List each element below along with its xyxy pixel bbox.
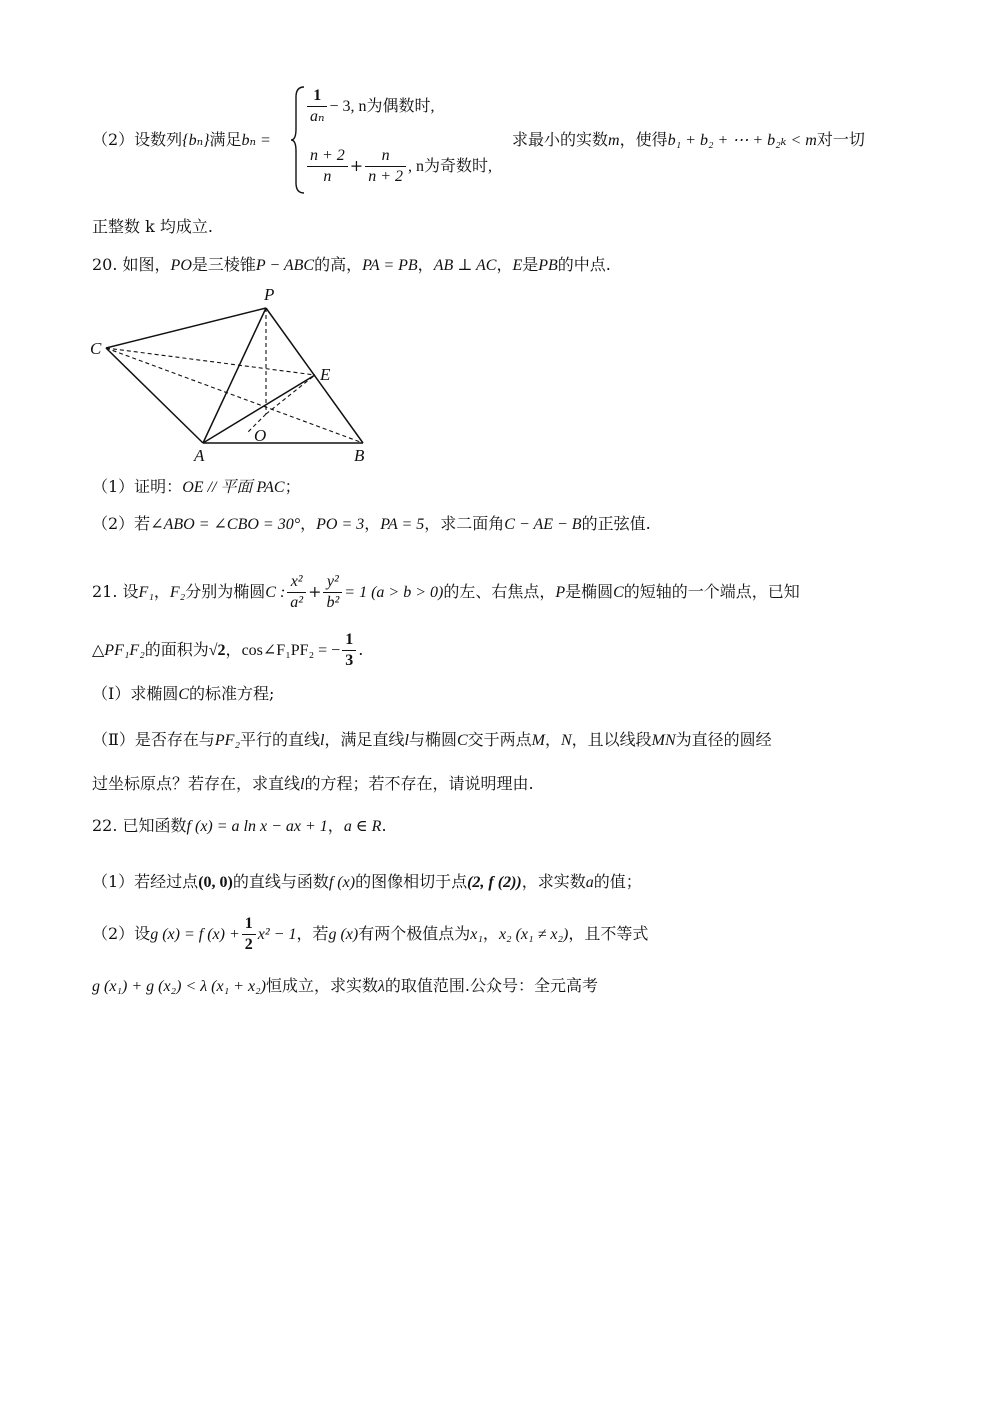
q19-bn-eq: bₙ =	[241, 132, 271, 149]
q20-pabc: P − ABC	[255, 257, 315, 274]
q19-ask	[512, 129, 865, 152]
edge-ca	[106, 348, 203, 443]
q19-case2-den2: n + 2	[368, 168, 403, 185]
dashed-cb	[106, 348, 363, 443]
q20-stem-c: 的高，	[314, 255, 363, 274]
q21-cos-expr: cos∠F₁PF₂ = −	[241, 642, 341, 659]
q22-part1-a: （1）若经过点	[92, 872, 199, 891]
q22-fx: f (x)	[328, 874, 356, 891]
q19-case2-num1: n + 2	[307, 146, 348, 167]
q22-gx: g (x)	[328, 926, 359, 943]
q19-satisfies: 满足	[209, 130, 242, 149]
q21-part2-g: 为直径的圆经	[675, 730, 772, 749]
q21-frac-x	[287, 572, 306, 613]
q22-line2-b: 的取值范围.	[384, 976, 470, 995]
q21-part1-text: （Ⅰ）求椭圆	[92, 684, 179, 703]
label-e: E	[320, 365, 331, 384]
q19-case1-num: 1	[307, 86, 327, 107]
q22-stem	[92, 815, 387, 838]
q19-case2-tail: , n为奇数时,	[408, 158, 493, 175]
q19-case1	[305, 86, 435, 127]
piecewise-brace-icon	[290, 85, 306, 199]
q19-seq-b: {bₙ}	[182, 132, 210, 149]
q21-part1-suffix: 的标准方程;	[189, 684, 275, 703]
q22-line2	[92, 975, 598, 998]
q22-half-num: 1	[242, 914, 256, 935]
q19-case1-frac	[307, 86, 327, 127]
q21-f1: F₁	[138, 584, 154, 601]
q20-stem-d: ，	[496, 255, 513, 274]
q20-stem-e: 是	[522, 255, 539, 274]
q22-gx-tail: x² − 1	[257, 926, 297, 943]
q19-case1-tail: − 3, n为偶数时,	[329, 98, 435, 115]
q19-part2-prefix: （2）设数列	[92, 130, 183, 149]
q20-stem	[92, 254, 611, 277]
q21-l-1: l	[320, 732, 325, 749]
q22-x1: x₁	[470, 926, 483, 943]
q20-po: PO	[170, 257, 192, 274]
q20-pa-pb: PA = PB	[362, 257, 418, 274]
q21-frac-den: 3	[345, 652, 354, 669]
label-c: C	[90, 339, 102, 358]
q21-part1-c: C	[178, 686, 189, 703]
q19-case2	[305, 146, 492, 187]
q19-case2-num2: n	[365, 146, 406, 167]
q21-part2-d: 与椭圆	[408, 730, 457, 749]
q21-b2: b²	[326, 594, 340, 611]
q21-stem-a: 21. 设	[92, 582, 139, 601]
q20-part1-prefix: （1）证明：	[92, 477, 183, 496]
q22-half-den: 2	[244, 936, 253, 953]
q21-part1	[92, 683, 274, 706]
q22-watermark: 公众号：全元高考	[470, 976, 599, 995]
q20-part2	[92, 513, 651, 536]
q21-m: M	[531, 732, 545, 749]
q19-part2-line	[92, 129, 271, 152]
q21-l-2: l	[404, 732, 409, 749]
q20-part2-suffix: 的正弦值.	[581, 514, 651, 533]
q19-m: m	[608, 132, 620, 149]
q22-part2	[92, 914, 648, 955]
q21-line2	[92, 630, 363, 671]
q21-stem-d: 是椭圆	[565, 582, 614, 601]
q21-stem-c: 的左、右焦点，	[443, 582, 556, 601]
q22-part1	[92, 871, 642, 894]
q19-case2-frac2	[365, 146, 406, 187]
q19-case2-frac1	[307, 146, 348, 187]
label-a: A	[194, 446, 205, 465]
q21-x2: x²	[287, 572, 306, 593]
dashed-ce	[106, 348, 315, 375]
q21-a2: a²	[290, 594, 304, 611]
q21-sep-2: ，	[544, 730, 561, 749]
q20-part1-expr: OE // 平面 PAC	[182, 479, 285, 496]
q21-c-2: C	[456, 732, 468, 749]
q22-line2-a: 恒成立，求实数	[265, 976, 378, 995]
q21-frac-y	[323, 572, 342, 613]
q20-e: E	[512, 257, 523, 274]
q20-part2-expr4: C − AE − B	[504, 516, 582, 533]
q20-stem-a: 20. 如图，	[92, 255, 171, 274]
label-o: O	[254, 426, 267, 445]
q22-part1-e: 的值；	[593, 872, 642, 891]
q20-part2-prefix: （2）若	[92, 514, 151, 533]
tetrahedron-diagram	[88, 284, 378, 468]
label-p: P	[264, 285, 275, 304]
q21-sep: ，	[153, 582, 170, 601]
q21-mn: MN	[651, 732, 676, 749]
q21-plus: +	[308, 582, 322, 601]
q22-lambda: λ	[377, 978, 385, 995]
q22-part1-d: ，求实数	[521, 872, 586, 891]
q21-c: C	[613, 584, 624, 601]
q20-part2-sep2: ，	[364, 514, 381, 533]
q22-pt: (0, 0)	[198, 874, 233, 891]
q21-comma: ，	[225, 640, 242, 659]
q19-ask-mid: ，使得	[619, 130, 668, 149]
edge-pc	[106, 308, 266, 348]
q22-domain: a ∈ R	[343, 818, 382, 835]
q21-eq-tail: = 1 (a > b > 0)	[344, 584, 444, 601]
q22-part1-c: 的图像相切于点	[355, 872, 468, 891]
tetrahedron-figure	[88, 284, 378, 472]
q20-part2-expr1: ∠ABO = ∠CBO = 30°	[150, 516, 301, 533]
q19-case2-plus: +	[349, 156, 364, 175]
q22-sep: ，	[327, 816, 344, 835]
q20-stem-f: 的中点.	[557, 255, 611, 274]
q22-gx-def: g (x) = f (x) +	[150, 926, 240, 943]
q21-line3-b: 的方程；若不存在，请说明理由.	[304, 774, 534, 793]
edge-pa	[203, 308, 266, 443]
q22-ineq: g (x₁) + g (x₂) < λ (x₁ + x₂)	[92, 978, 266, 995]
q21-line3	[92, 773, 534, 796]
q20-pb: PB	[538, 257, 558, 274]
q20-part2-sep: ，	[300, 514, 317, 533]
q21-frac-num: 1	[342, 630, 356, 651]
q21-part2-pf2: PF₂	[214, 732, 240, 749]
q20-part2-expr2: PO = 3	[316, 516, 365, 533]
q21-tri: △PF₁F₂	[92, 642, 145, 659]
q21-n: N	[560, 732, 572, 749]
q21-frac-third	[342, 630, 356, 671]
q22-a: a	[585, 874, 594, 891]
q22-x2-expr: x₂ (x₁ ≠ x₂)	[498, 926, 569, 943]
q19-line2: 正整数 k 均成立.	[92, 217, 213, 236]
label-b: B	[354, 446, 365, 465]
q21-period: .	[358, 640, 364, 659]
q21-sqrt2: √2	[208, 642, 226, 659]
q22-period: .	[381, 816, 387, 835]
q21-line3-a: 过坐标原点？若存在，求直线	[92, 774, 301, 793]
q22-part2-d: ，且不等式	[568, 924, 649, 943]
q21-stem	[92, 572, 800, 613]
q21-part2	[92, 729, 772, 752]
q22-part2-c: 有两个极值点为	[358, 924, 471, 943]
q22-part1-b: 的直线与函数	[232, 872, 329, 891]
q19-sum-expr: b₁ + b₂ + ⋯ + b₂ₖ < m	[667, 132, 817, 149]
q21-part2-a: （Ⅱ）是否存在与	[92, 730, 215, 749]
q21-stem-b: 分别为椭圆	[185, 582, 266, 601]
q22-stem-a: 22. 已知函数	[92, 816, 187, 835]
q20-stem-b: 是三棱锥	[191, 255, 256, 274]
q21-part2-f: ，且以线段	[571, 730, 652, 749]
q22-part2-b: ，若	[296, 924, 329, 943]
q20-part2-mid: ，求二面角	[424, 514, 505, 533]
q21-part2-e: 交于两点	[467, 730, 532, 749]
q21-y2: y²	[323, 572, 342, 593]
q21-p: P	[555, 584, 566, 601]
q20-comma1: ，	[417, 255, 434, 274]
q21-stem-e: 的短轴的一个端点，已知	[623, 582, 800, 601]
q19-ask-suffix: 对一切	[816, 130, 865, 149]
q22-frac-half	[242, 914, 256, 955]
q20-ab-ac: AB ⊥ AC	[433, 257, 497, 274]
q19-case1-den: aₙ	[310, 108, 325, 125]
q21-part2-b: 平行的直线	[240, 730, 321, 749]
q19-ask-prefix: 求最小的实数	[512, 130, 609, 149]
q20-part1	[92, 476, 301, 499]
dashed-oe	[266, 375, 315, 414]
q22-func: f (x) = a ln x − ax + 1	[186, 818, 328, 835]
q22-part2-a: （2）设	[92, 924, 151, 943]
q20-part1-suffix: ；	[284, 477, 301, 496]
q21-f2: F₂	[169, 584, 186, 601]
q21-part2-c: ，满足直线	[324, 730, 405, 749]
q20-part2-expr3: PA = 5	[380, 516, 425, 533]
q19-case2-den1: n	[323, 168, 332, 185]
q22-tangent-pt: (2, f (2))	[467, 874, 522, 891]
q22-sep-2: ，	[482, 924, 499, 943]
q21-area-text: 的面积为	[144, 640, 209, 659]
q21-l-3: l	[300, 776, 305, 793]
q21-ellipse-c: C :	[265, 584, 286, 601]
